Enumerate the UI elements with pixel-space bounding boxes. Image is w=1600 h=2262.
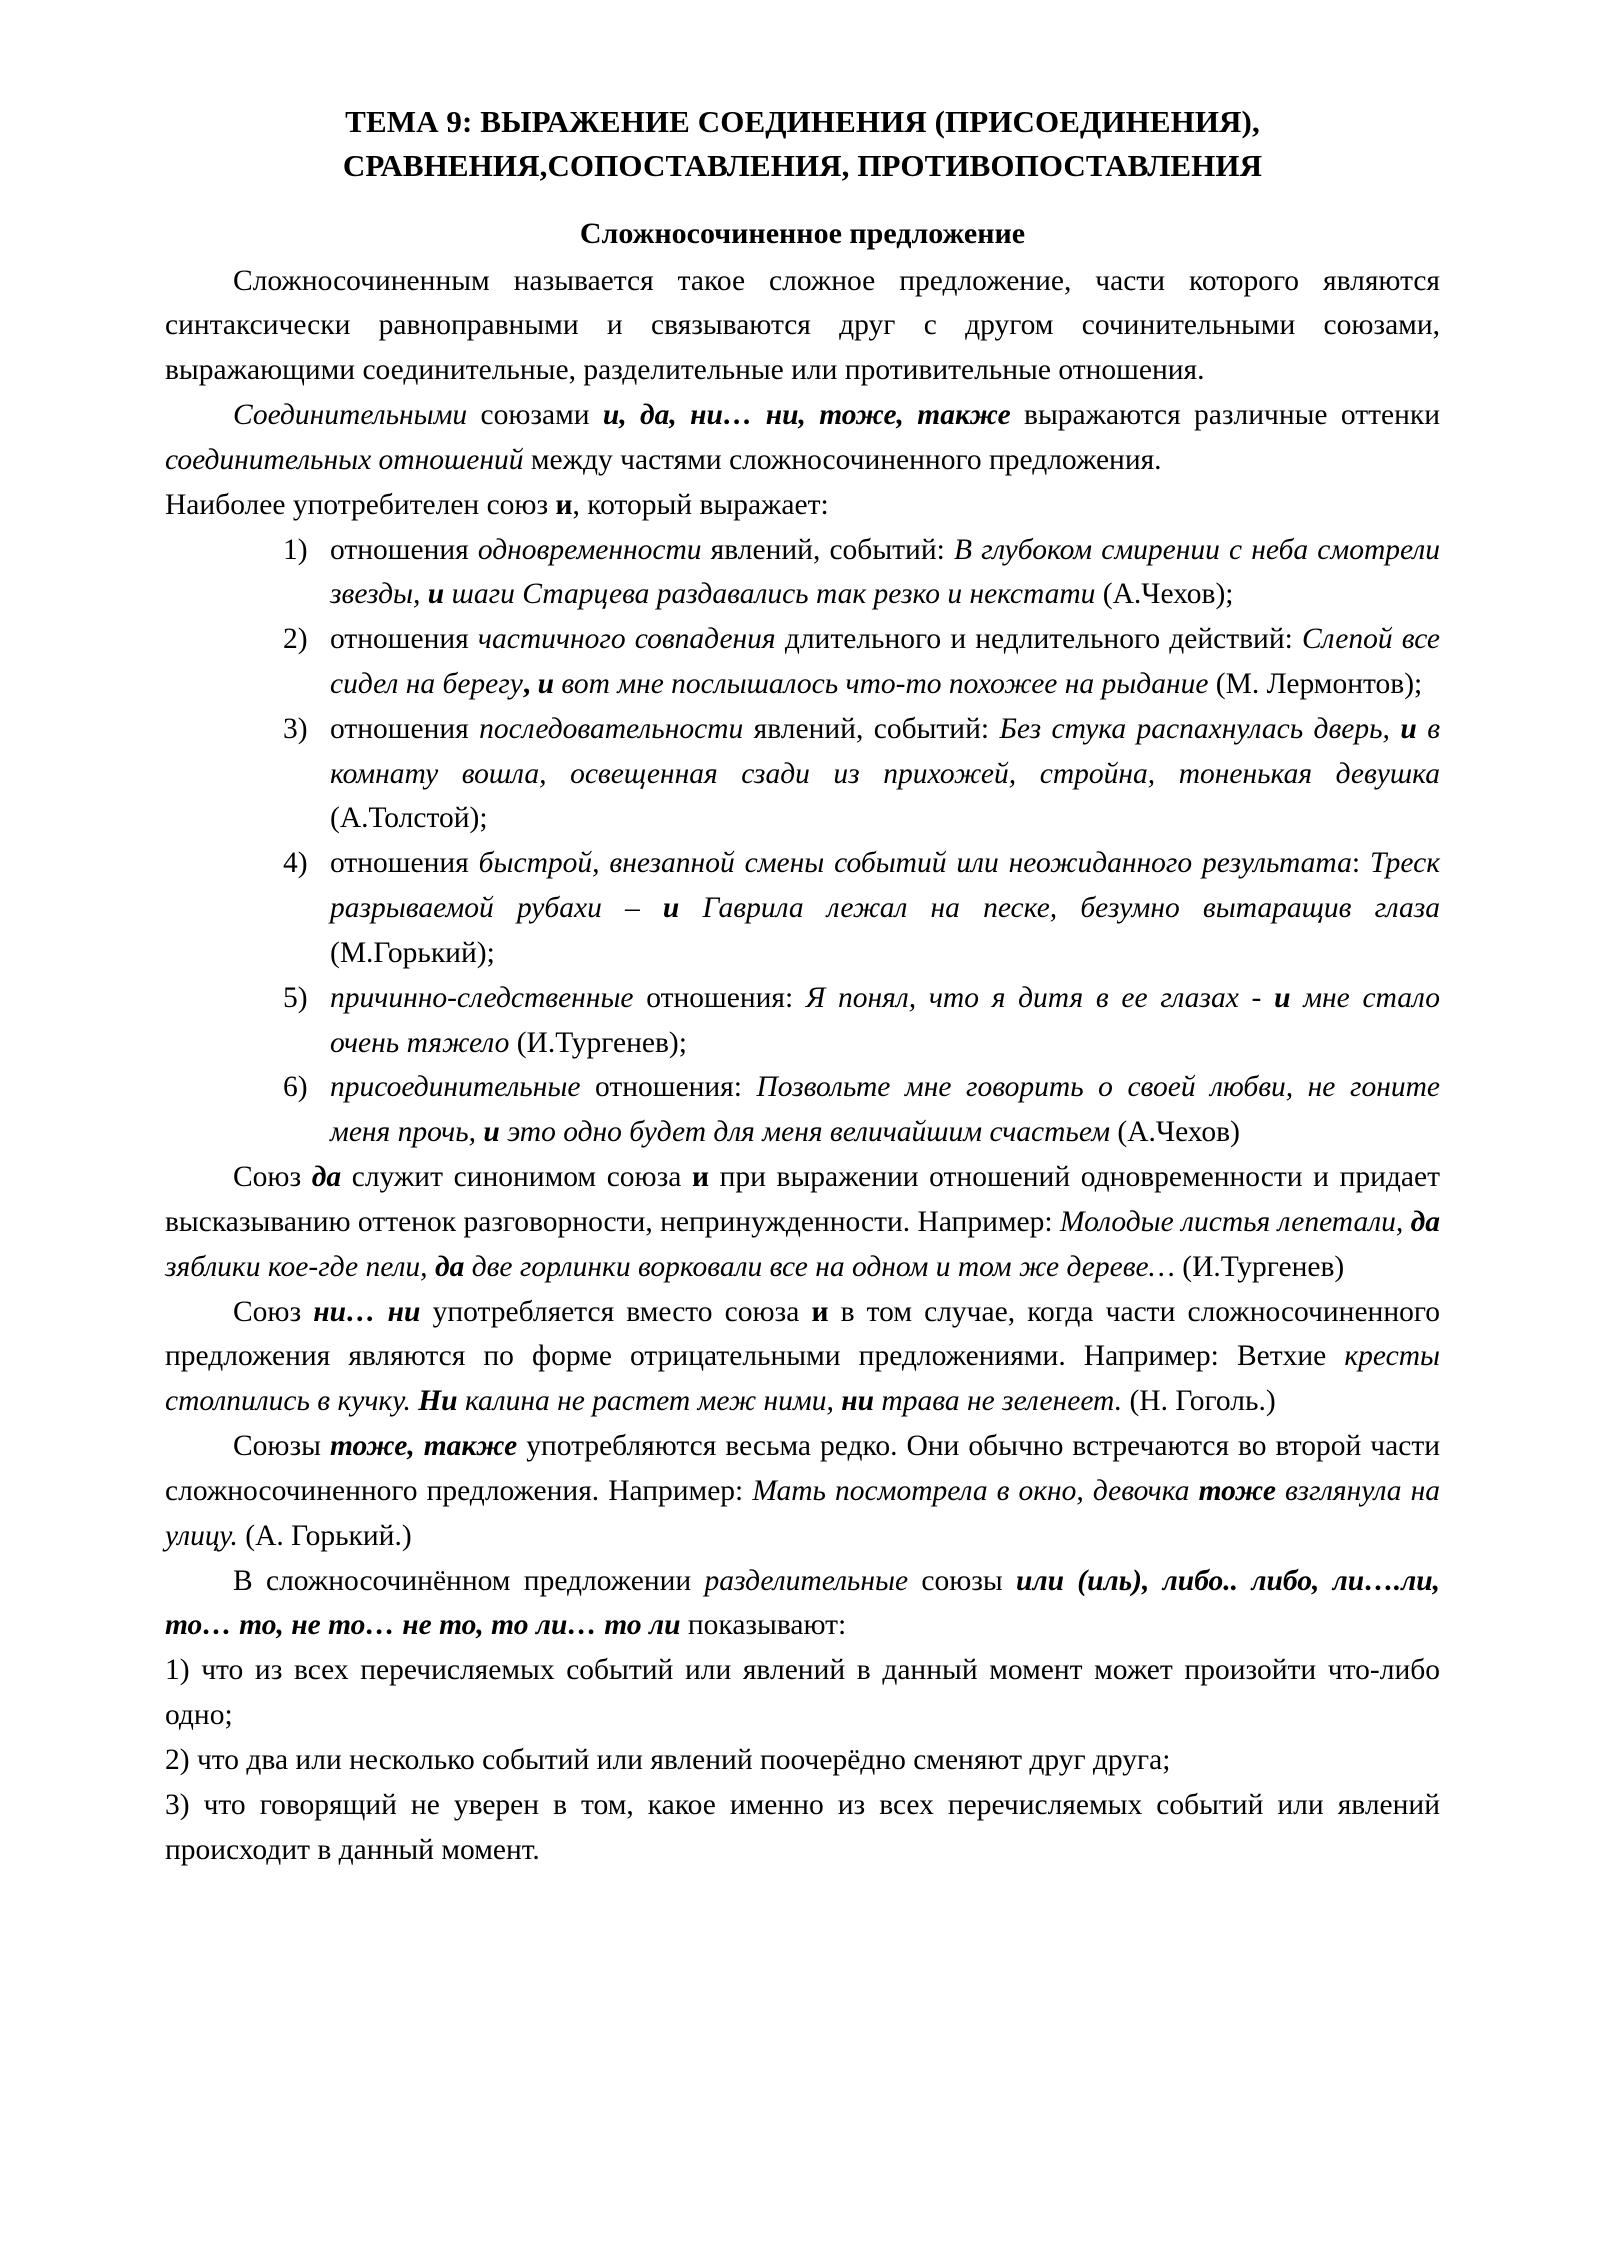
title-line-2: СРАВНЕНИЯ,СОПОСТАВЛЕНИЯ, ПРОТИВОПОСТАВЛЕНИЯ — [342, 148, 1263, 184]
item-plain-2: : — [1351, 847, 1370, 880]
paragraph-separative-unions — [165, 1559, 1440, 1649]
conjunctive-relations-italic: соединительных отношений — [165, 443, 524, 476]
ni-union-i: и — [811, 1295, 829, 1328]
da-plain-1: Союз — [233, 1161, 312, 1194]
item-italic-1: присоединительные — [330, 1071, 581, 1104]
sep-plain-3: показывают: — [680, 1609, 847, 1642]
ni-union-bold: ни… ни — [313, 1295, 421, 1328]
item-italic-1: быстрой, внезапной смены событий или неожиданного результата — [478, 847, 1352, 880]
item-plain-2: отношения: — [633, 981, 806, 1014]
ni-example-3: трава не зеленеет. — [874, 1385, 1123, 1418]
tozhe-example-1: Мать посмотрела в окно, девочка — [752, 1474, 1199, 1507]
list-item — [165, 1065, 1440, 1155]
item-example: Слепой все сидел на берегу — [330, 623, 1440, 700]
da-union-i: и — [691, 1161, 709, 1194]
paragraph-union-ni — [165, 1290, 1440, 1424]
paragraph-conjunctive-unions — [165, 393, 1440, 483]
da-example-bold-1: да — [1410, 1205, 1440, 1238]
paragraph-union-tozhe — [165, 1424, 1440, 1558]
page-title — [213, 100, 1393, 188]
item-example-tail: это одно будет для меня величайшим счастьем — [499, 1116, 1111, 1149]
item-italic-1: причинно-следственные — [330, 981, 634, 1014]
item-example-bold: и — [530, 667, 555, 700]
most-used-plain-2: , который выражает: — [572, 488, 829, 521]
da-example-1: Молодые листья лепетали, — [1059, 1205, 1411, 1238]
da-plain-3: при выражении отношений одновременности и придает высказыванию оттенок разговорности, непринужденности. Например: — [165, 1161, 1440, 1238]
tozhe-plain-2: употребляются весьма редко. Они обычно встречаются во второй части сложносочиненного предложения. Например: — [165, 1430, 1440, 1507]
separative-point-3: 3) что говорящий не уверен в том, какое именно из всех перечисляемых событий или явлений происходит в данный момент. — [165, 1788, 1440, 1866]
item-example-comma: , — [522, 667, 531, 700]
paragraph-most-used — [165, 483, 1440, 528]
item-example-bold: и — [662, 892, 680, 925]
ni-plain-1: Союз — [233, 1295, 314, 1328]
item-example-bold: и — [427, 578, 445, 611]
list-item — [165, 617, 1440, 707]
item-example: В глубоком смирении с неба смотрели звезды, — [330, 533, 1440, 611]
item-source: (И.Тургенев); — [509, 1026, 687, 1059]
item-source: (М.Горький); — [330, 936, 495, 969]
conjunctive-plain-3: между частями сложносочиненного предложения. — [523, 443, 1162, 476]
most-used-union: и — [555, 488, 573, 521]
conjunctive-union-list: и, да, ни… ни, тоже, также — [602, 399, 1011, 432]
item-plain-1: отношения — [330, 623, 478, 656]
item-example: Без стука распахнулась дверь, — [999, 712, 1401, 745]
ni-example-bold-2: ни — [841, 1385, 875, 1418]
da-source: (И.Тургенев) — [1174, 1250, 1345, 1283]
tozhe-plain-1: Союзы — [233, 1430, 330, 1463]
list-item — [165, 841, 1440, 975]
item-plain-2: длительного и недлительного действий: — [775, 623, 1302, 656]
item-source: (А.Чехов) — [1110, 1116, 1240, 1149]
item-example-tail: мне стало очень тяжело — [330, 981, 1440, 1059]
item-plain-2: отношения: — [580, 1071, 757, 1104]
item-example-bold: и — [1400, 712, 1417, 745]
item-example-bold: и — [1274, 981, 1291, 1014]
item-plain-1: отношения — [330, 847, 479, 880]
most-used-plain-1: Наиболее употребителен союз — [165, 488, 556, 521]
list-item — [165, 707, 1440, 841]
ni-example-bold-1: Ни — [418, 1385, 458, 1418]
item-example-bold: и — [483, 1116, 500, 1149]
item-example-tail: шаги Старцева раздавались так резко и некстати — [444, 578, 1096, 611]
item-plain-2: явлений, событий: — [701, 533, 954, 566]
tozhe-union-bold: тоже, также — [329, 1430, 518, 1463]
da-example-3: две горлинки ворковали все на одном и том же дереве… — [464, 1250, 1175, 1283]
separative-point-1: 1) что из всех перечисляемых событий или явлений в данный момент может произойти что-либо одно; — [165, 1654, 1440, 1732]
section-heading: Сложносочиненное предложение — [579, 217, 1026, 251]
item-italic-1: последовательности — [479, 712, 744, 745]
item-plain-2: явлений, событий: — [743, 712, 1000, 745]
list-item — [165, 976, 1440, 1066]
da-example-2: зяблики кое-где пели, — [165, 1250, 435, 1283]
conjunctive-plain-2: выражаются различные оттенки — [1010, 399, 1440, 432]
item-plain-1: отношения — [330, 533, 478, 566]
da-plain-2: служит синонимом союза — [341, 1161, 692, 1194]
ni-source: (Н. Гоголь.) — [1122, 1385, 1276, 1418]
sep-italic-1: разделительные — [704, 1564, 909, 1597]
tozhe-source: (А. Горький.) — [237, 1519, 412, 1552]
sep-plain-2: союзы — [908, 1564, 1017, 1597]
item-example: Позвольте мне говорить о своей любви, не гоните меня прочь, — [330, 1071, 1440, 1149]
item-source: (А.Толстой); — [330, 802, 488, 835]
separative-point-2: 2) что два или несколько событий или явлений поочерёдно сменяют друг друга; — [165, 1743, 1171, 1776]
item-example: Треск разрываемой рубахи – — [330, 847, 1440, 925]
item-italic-1: частичного совпадения — [477, 623, 776, 656]
item-source: (А.Чехов); — [1095, 578, 1234, 611]
item-example: Я понял, что я дитя в ее глазах - — [805, 981, 1275, 1014]
list-item — [165, 528, 1440, 618]
conjunctive-relations-list — [165, 528, 1440, 1156]
ni-example-2: калина не растет меж ними, — [457, 1385, 842, 1418]
da-example-bold-2: да — [434, 1250, 465, 1283]
sep-plain-1: В сложносочинённом предложении — [233, 1564, 705, 1597]
ni-plain-2: употребляется вместо союза — [420, 1295, 812, 1328]
sep-union-list: или (иль), либо.. либо, ли….ли, то… то, не то… не то, то ли… то ли — [165, 1564, 1440, 1642]
title-line-1: ТЕМА 9: ВЫРАЖЕНИЕ СОЕДИНЕНИЯ (ПРИСОЕДИНЕНИЯ), — [345, 104, 1260, 139]
tozhe-example-2: взглянула на улицу. — [165, 1474, 1440, 1552]
paragraph-definition — [165, 259, 1440, 393]
tozhe-example-bold-1: тоже — [1198, 1474, 1276, 1507]
conjunctive-plain-1: союзами — [467, 399, 603, 432]
definition-text: Сложносочиненным называется такое сложное предложение, части которого являются синтаксически равноправными и связываются друг с другом сочинительными союзами, выражающими соединительные, разделительные или противительные отношения. — [165, 264, 1440, 387]
conjunctive-lead-italic: Соединительными — [233, 399, 468, 432]
ni-plain-3: в том случае, когда части сложносочиненного предложения являются по форме отрицательными предложениями. Например: Ветхие — [165, 1295, 1440, 1373]
item-example-tail: в комнату вошла, освещенная сзади из прихожей, стройна, тоненькая девушка — [330, 712, 1441, 790]
ni-example-1: кресты столпились в кучку. — [165, 1340, 1440, 1418]
item-source: (М. Лермонтов); — [1208, 667, 1423, 700]
da-union-bold: да — [311, 1161, 342, 1194]
item-italic-1: одновременности — [477, 533, 702, 566]
paragraph-union-da — [165, 1155, 1440, 1289]
item-example-tail: Гаврила лежал на песке, безумно вытаращив глаза — [679, 892, 1440, 925]
item-example-tail: вот мне послышалось что-то похожее на рыдание — [554, 667, 1209, 700]
item-plain-1: отношения — [330, 712, 480, 745]
